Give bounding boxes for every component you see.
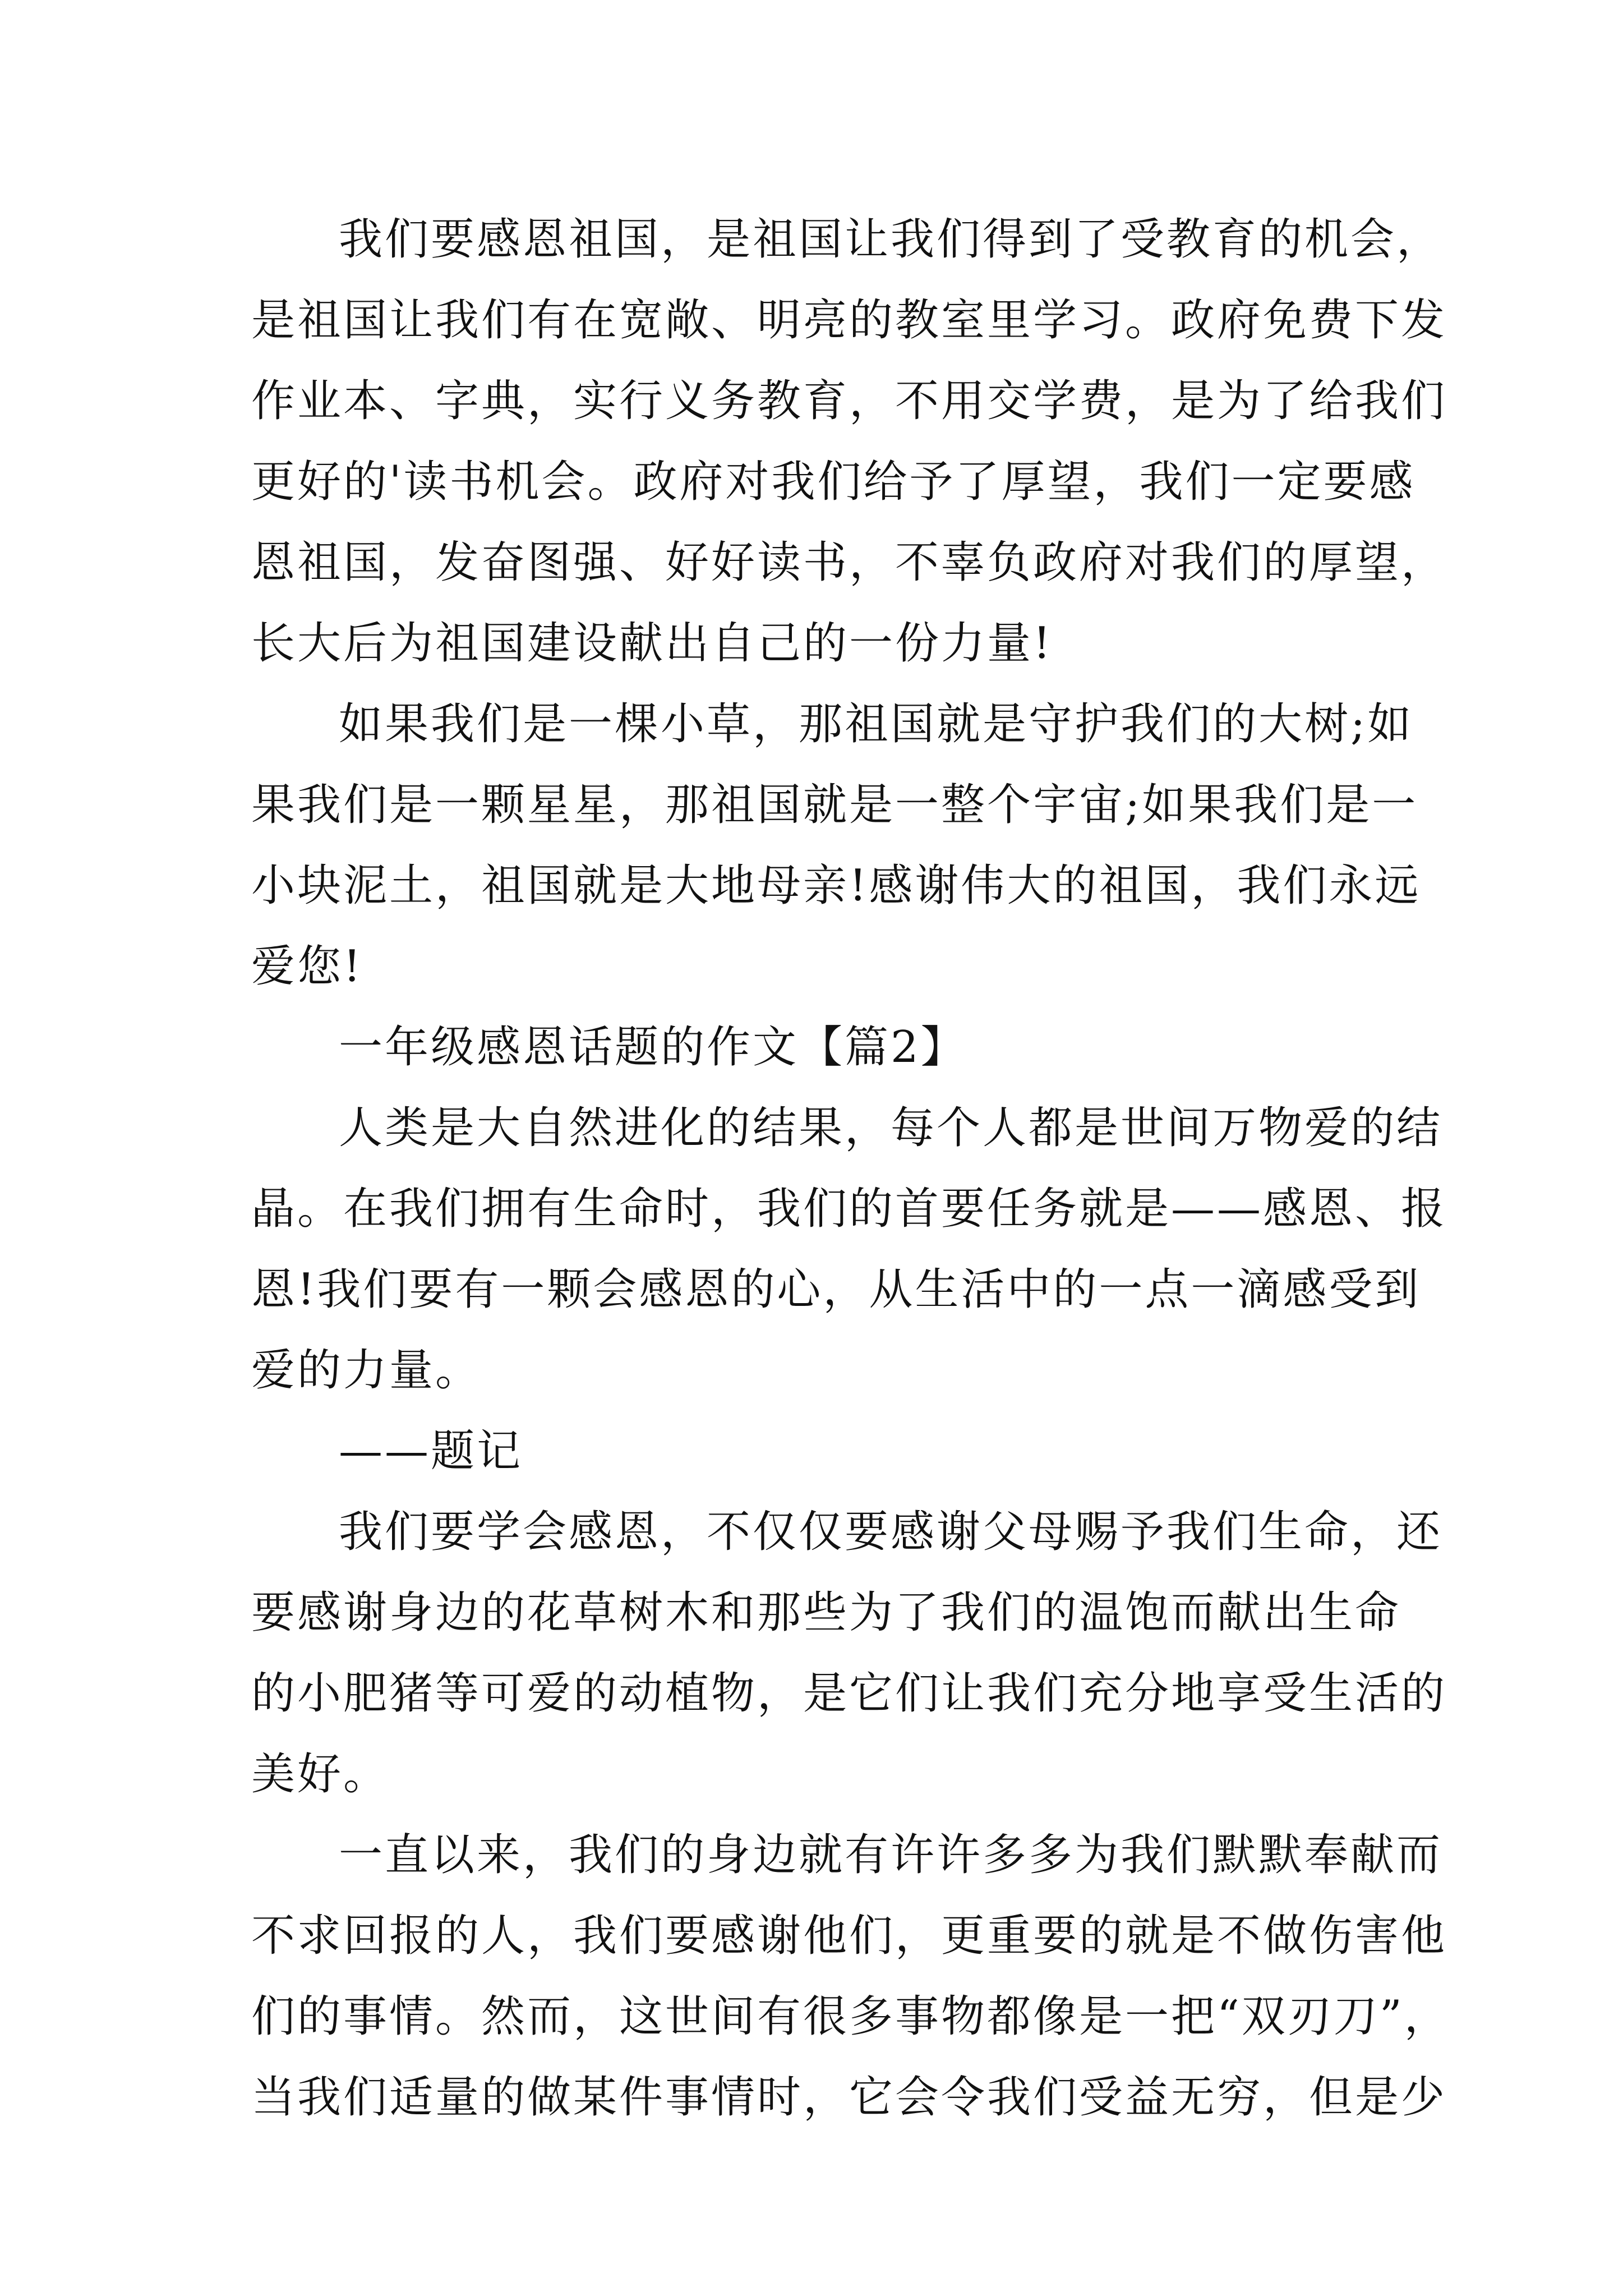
text-line: 长大后为祖国建设献出自己的一份力量!	[251, 618, 1053, 669]
text-line: 更好的'读书机会。政府对我们给予了厚望，我们一定要感	[251, 457, 1415, 507]
text-line: 果我们是一颗星星，那祖国就是一整个宇宙;如果我们是一	[251, 780, 1418, 830]
text-line: 恩祖国，发奋图强、好好读书，不辜负政府对我们的厚望，	[251, 537, 1447, 588]
text-line: 晶。在我们拥有生命时，我们的首要任务就是——感恩、报	[251, 1184, 1447, 1234]
text-line: 爱您!	[251, 941, 363, 992]
text-line: 恩!我们要有一颗会感恩的心，从生活中的一点一滴感受到	[251, 1264, 1421, 1315]
text-line: 小块泥土，祖国就是大地母亲!感谢伟大的祖国，我们永远	[251, 861, 1421, 911]
text-line: 们的事情。然而，这世间有很多事物都像是一把“双刃刀”，	[251, 1991, 1450, 2042]
text-line: 我们要学会感恩，不仅仅要感谢父母赐予我们生命，还	[339, 1507, 1443, 1557]
text-line: 是祖国让我们有在宽敞、明亮的教室里学习。政府免费下发	[251, 295, 1447, 346]
section-heading: 一年级感恩话题的作文【篇2】	[339, 1022, 967, 1073]
text-line: 如果我们是一棵小草，那祖国就是守护我们的大树;如	[339, 699, 1414, 749]
text-line: 我们要感恩祖国，是祖国让我们得到了受教育的机会，	[339, 214, 1443, 265]
text-line: 当我们适量的做某件事情时，它会令我们受益无穷，但是少	[251, 2072, 1447, 2123]
text-line: 美好。	[251, 1749, 390, 1800]
text-line: 要感谢身边的花草树木和那些为了我们的温饱而献出生命	[251, 1588, 1401, 1638]
document-body	[251, 199, 1450, 2138]
text-line: 的小肥猪等可爱的动植物，是它们让我们充分地享受生活的	[251, 1668, 1447, 1719]
text-line: 一直以来，我们的身边就有许许多多为我们默默奉献而	[339, 1830, 1443, 1880]
text-line: 爱的力量。	[251, 1345, 482, 1396]
text-line: 人类是大自然进化的结果，每个人都是世间万物爱的结	[339, 1103, 1443, 1153]
epigraph-attribution: ——题记	[339, 1426, 523, 1476]
text-line: 不求回报的人，我们要感谢他们，更重要的就是不做伤害他	[251, 1911, 1447, 1961]
text-line: 作业本、字典，实行义务教育，不用交学费，是为了给我们	[251, 376, 1447, 426]
